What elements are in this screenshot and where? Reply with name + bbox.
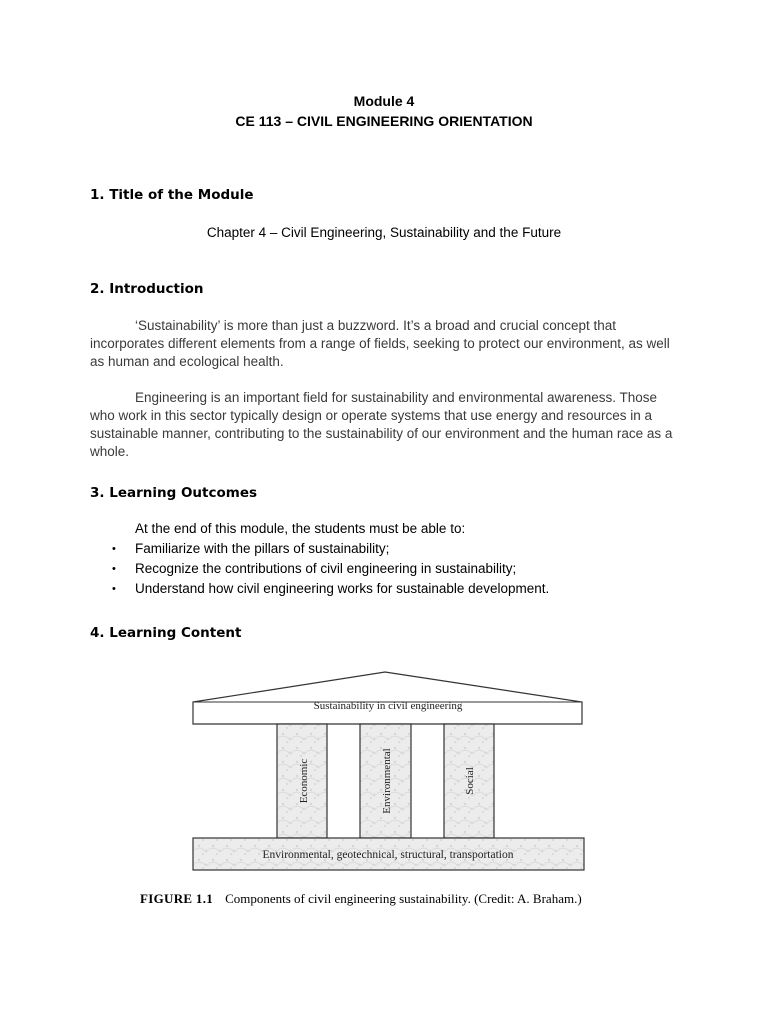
foundation-label: Environmental, geotechnical, structural, transportation	[262, 849, 514, 861]
intro-paragraph-2: Engineering is an important field for sustainability and environmental awareness. Those who work in this sector typically design or operate systems that use energy and resources in a sustainable manner, contributing to the sustainability of our environment and the human race as a whole.	[90, 390, 673, 459]
sustainability-pillars-figure	[0, 660, 768, 880]
bullet-icon: •	[112, 583, 116, 595]
pillar-label-social: Social	[464, 767, 476, 795]
chapter-title: Chapter 4 – Civil Engineering, Sustainability and the Future	[206, 225, 562, 240]
intro-paragraph-1: ‘Sustainability’ is more than just a buzzword. It’s a broad and crucial concept that incorporates different elements from a range of fields, seeking to protect our environment, as well as human and ecological health.	[90, 318, 670, 369]
pillar-label-economic: Economic	[298, 758, 310, 804]
list-item: • Understand how civil engineering works for sustainable development.	[112, 579, 549, 599]
module-number: Module 4	[353, 93, 415, 109]
list-item: • Recognize the contributions of civil engineering in sustainability;	[112, 559, 549, 579]
list-item: • Familiarize with the pillars of sustainability;	[112, 539, 549, 559]
course-title: CE 113 – CIVIL ENGINEERING ORIENTATION	[235, 113, 533, 129]
section-2-heading: 2. Introduction	[90, 281, 204, 297]
figure-caption	[140, 891, 582, 907]
outcomes-list	[112, 539, 549, 599]
outcomes-lead: At the end of this module, the students must be able to:	[135, 521, 466, 536]
section-4-heading: 4. Learning Content	[90, 625, 242, 641]
bullet-icon: •	[112, 543, 116, 555]
section-3-heading: 3. Learning Outcomes	[90, 485, 258, 501]
roof-label: Sustainability in civil engineering	[313, 700, 463, 712]
figure-number: FIGURE 1.1	[140, 891, 214, 906]
figure-caption-text: Components of civil engineering sustainability. (Credit: A. Braham.)	[225, 891, 582, 906]
roof-shape	[193, 672, 582, 724]
pillar-label-environmental: Environmental	[381, 748, 393, 814]
bullet-icon: •	[112, 563, 116, 575]
section-1-heading: 1. Title of the Module	[90, 187, 254, 203]
